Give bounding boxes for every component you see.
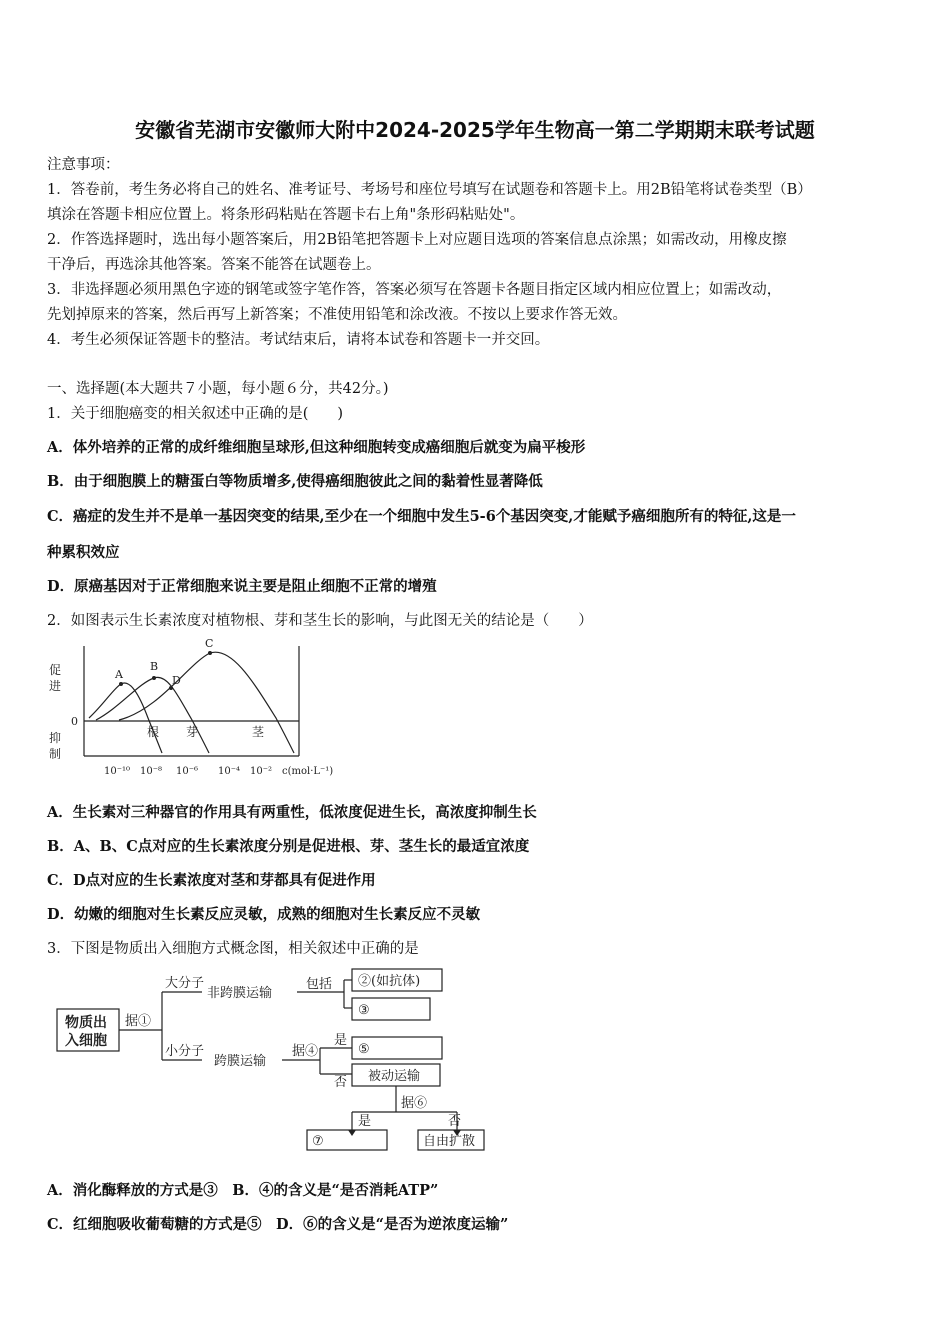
point-d-label: D: [172, 674, 181, 687]
page-title: 安徽省芜湖市安徽师大附中2024-2025学年生物高一第二学期期末联考试题: [135, 118, 815, 142]
arrow-head: [348, 1130, 356, 1136]
x-tick-label: 10⁻⁶: [176, 766, 199, 777]
x-tick-label: 10⁻⁸: [140, 766, 163, 777]
bud-label: 芽: [186, 725, 199, 739]
question-2-option-b: B．A、B、C点对应的生长素浓度分别是促进根、芽、茎生长的最适宜浓度: [47, 838, 530, 855]
question-2-option-a: A．生长素对三种器官的作用具有两重性，低浓度促进生长，高浓度抑制生长: [47, 804, 537, 821]
x-tick-label: 10⁻⁴: [218, 766, 241, 777]
x-tick-label: 10⁻¹⁰: [104, 766, 131, 777]
question-1-option-c-cont: 种累积效应: [47, 544, 120, 561]
zero-label: 0: [71, 715, 78, 728]
by-4-label: 据④: [292, 1044, 319, 1059]
question-1-option-d: D．原癌基因对于正常细胞来说主要是阻止细胞不正常的增殖: [47, 578, 437, 595]
question-2-option-c: C．D点对应的生长素浓度对茎和芽都具有促进作用: [47, 872, 376, 889]
small-molecule-label: 小分子: [165, 1044, 205, 1059]
notice-line: 1．答卷前，考生务必将自己的姓名、准考证号、考场号和座位号填写在试题卷和答题卡上。用2B铅笔将试卷类型（B）: [47, 182, 812, 198]
by-1-label: 据①: [125, 1014, 152, 1029]
root-label: 根: [147, 725, 160, 739]
no-label: 否: [334, 1075, 348, 1090]
notice-heading: 注意事项：: [47, 157, 120, 173]
yes-label: 是: [334, 1033, 348, 1048]
membrane-label: 跨膜运输: [214, 1054, 267, 1069]
notice-line: 填涂在答题卡相应位置上。将条形码粘贴在答题卡右上角"条形码粘贴处"。: [47, 207, 525, 223]
stem-label: 茎: [252, 725, 265, 739]
question-3-stem: 3．下图是物质出入细胞方式概念图，相关叙述中正确的是: [47, 941, 419, 957]
notice-line: 3．非选择题必须用黑色字迹的钢笔或签字笔作答，答案必须写在答题卡各题目指定区域内相应位置上；如需改动，: [47, 282, 782, 298]
question-1-stem: 1．关于细胞癌变的相关叙述中正确的是( ): [47, 406, 344, 422]
question-3-options-ab: A．消化酶释放的方式是③ B．④的含义是“是否消耗ATP”: [47, 1182, 439, 1199]
x-tick-label: 10⁻²: [250, 766, 273, 777]
question-2-option-d: D．幼嫩的细胞对生长素反应灵敏，成熟的细胞对生长素反应不灵敏: [47, 906, 481, 923]
passive-label: 被动运输: [368, 1069, 421, 1084]
question-1-option-b: B．由于细胞膜上的糖蛋白等物质增多,使得癌细胞彼此之间的黏着性显著降低: [47, 473, 543, 490]
point-b-label: B: [150, 660, 159, 673]
x-unit-label: c(mol·L⁻¹): [282, 766, 334, 777]
axis-label-inhibit-1: 抑: [49, 731, 62, 745]
notice-line: 2．作答选择题时，选出每小题答案后，用2B铅笔把答题卡上对应题目选项的答案信息点涂黑；如需改动，用橡皮擦: [47, 232, 787, 248]
axis-label-inhibit-2: 制: [49, 747, 62, 761]
notice-line: 4．考生必须保证答题卡的整洁。考试结束后，请将本试卷和答题卡一并交回。: [47, 332, 550, 348]
root-label-1: 物质出: [65, 1015, 107, 1031]
box-3-label: ③: [358, 1003, 370, 1018]
by-6-label: 据⑥: [401, 1096, 428, 1111]
notice-line: 干净后，再选涂其他答案。答案不能答在试题卷上。: [47, 257, 381, 273]
box-2-label: ②(如抗体): [358, 974, 421, 989]
yes-label: 是: [358, 1114, 372, 1129]
question-1-option-c: C．癌症的发生并不是单一基因突变的结果,至少在一个细胞中发生5-6个基因突变,才能赋予癌细胞所有的特征,这是一: [47, 508, 796, 525]
question-2-stem: 2．如图表示生长素浓度对植物根、芽和茎生长的影响，与此图无关的结论是（ ）: [47, 613, 593, 629]
transport-concept-diagram: [52, 964, 492, 1159]
no-label: 否: [448, 1114, 462, 1129]
auxin-figure: [44, 638, 344, 780]
point-b-marker: [152, 676, 156, 680]
question-1-option-a: A．体外培养的正常的成纤维细胞呈球形,但这种细胞转变成癌细胞后就变为扁平梭形: [47, 439, 586, 456]
box-7-label: ⑦: [312, 1134, 324, 1149]
free-diffusion-label: 自由扩散: [423, 1134, 476, 1149]
section-heading: 一、选择题(本大题共７小题，每小题６分，共42分。): [47, 381, 389, 397]
point-c-label: C: [205, 638, 214, 650]
notice-line: 先划掉原来的答案，然后再写上新答案；不准使用铅笔和涂改液。不按以上要求作答无效。: [47, 307, 627, 323]
question-3-options-cd: C．红细胞吸收葡萄糖的方式是⑤ D．⑥的含义是“是否为逆浓度运输”: [47, 1216, 509, 1233]
point-a-marker: [119, 682, 123, 686]
non-membrane-label: 非跨膜运输: [207, 986, 273, 1001]
root-label-2: 入细胞: [65, 1033, 107, 1049]
box-5-label: ⑤: [358, 1042, 370, 1057]
axis-label-promote-1: 促: [49, 663, 62, 677]
point-a-label: A: [115, 668, 123, 681]
point-c-marker: [208, 651, 212, 655]
axis-label-promote-2: 进: [49, 679, 62, 693]
include-label: 包括: [306, 977, 333, 992]
stem-curve: [119, 652, 294, 753]
macromolecule-label: 大分子: [165, 976, 205, 991]
bud-curve: [96, 677, 209, 753]
